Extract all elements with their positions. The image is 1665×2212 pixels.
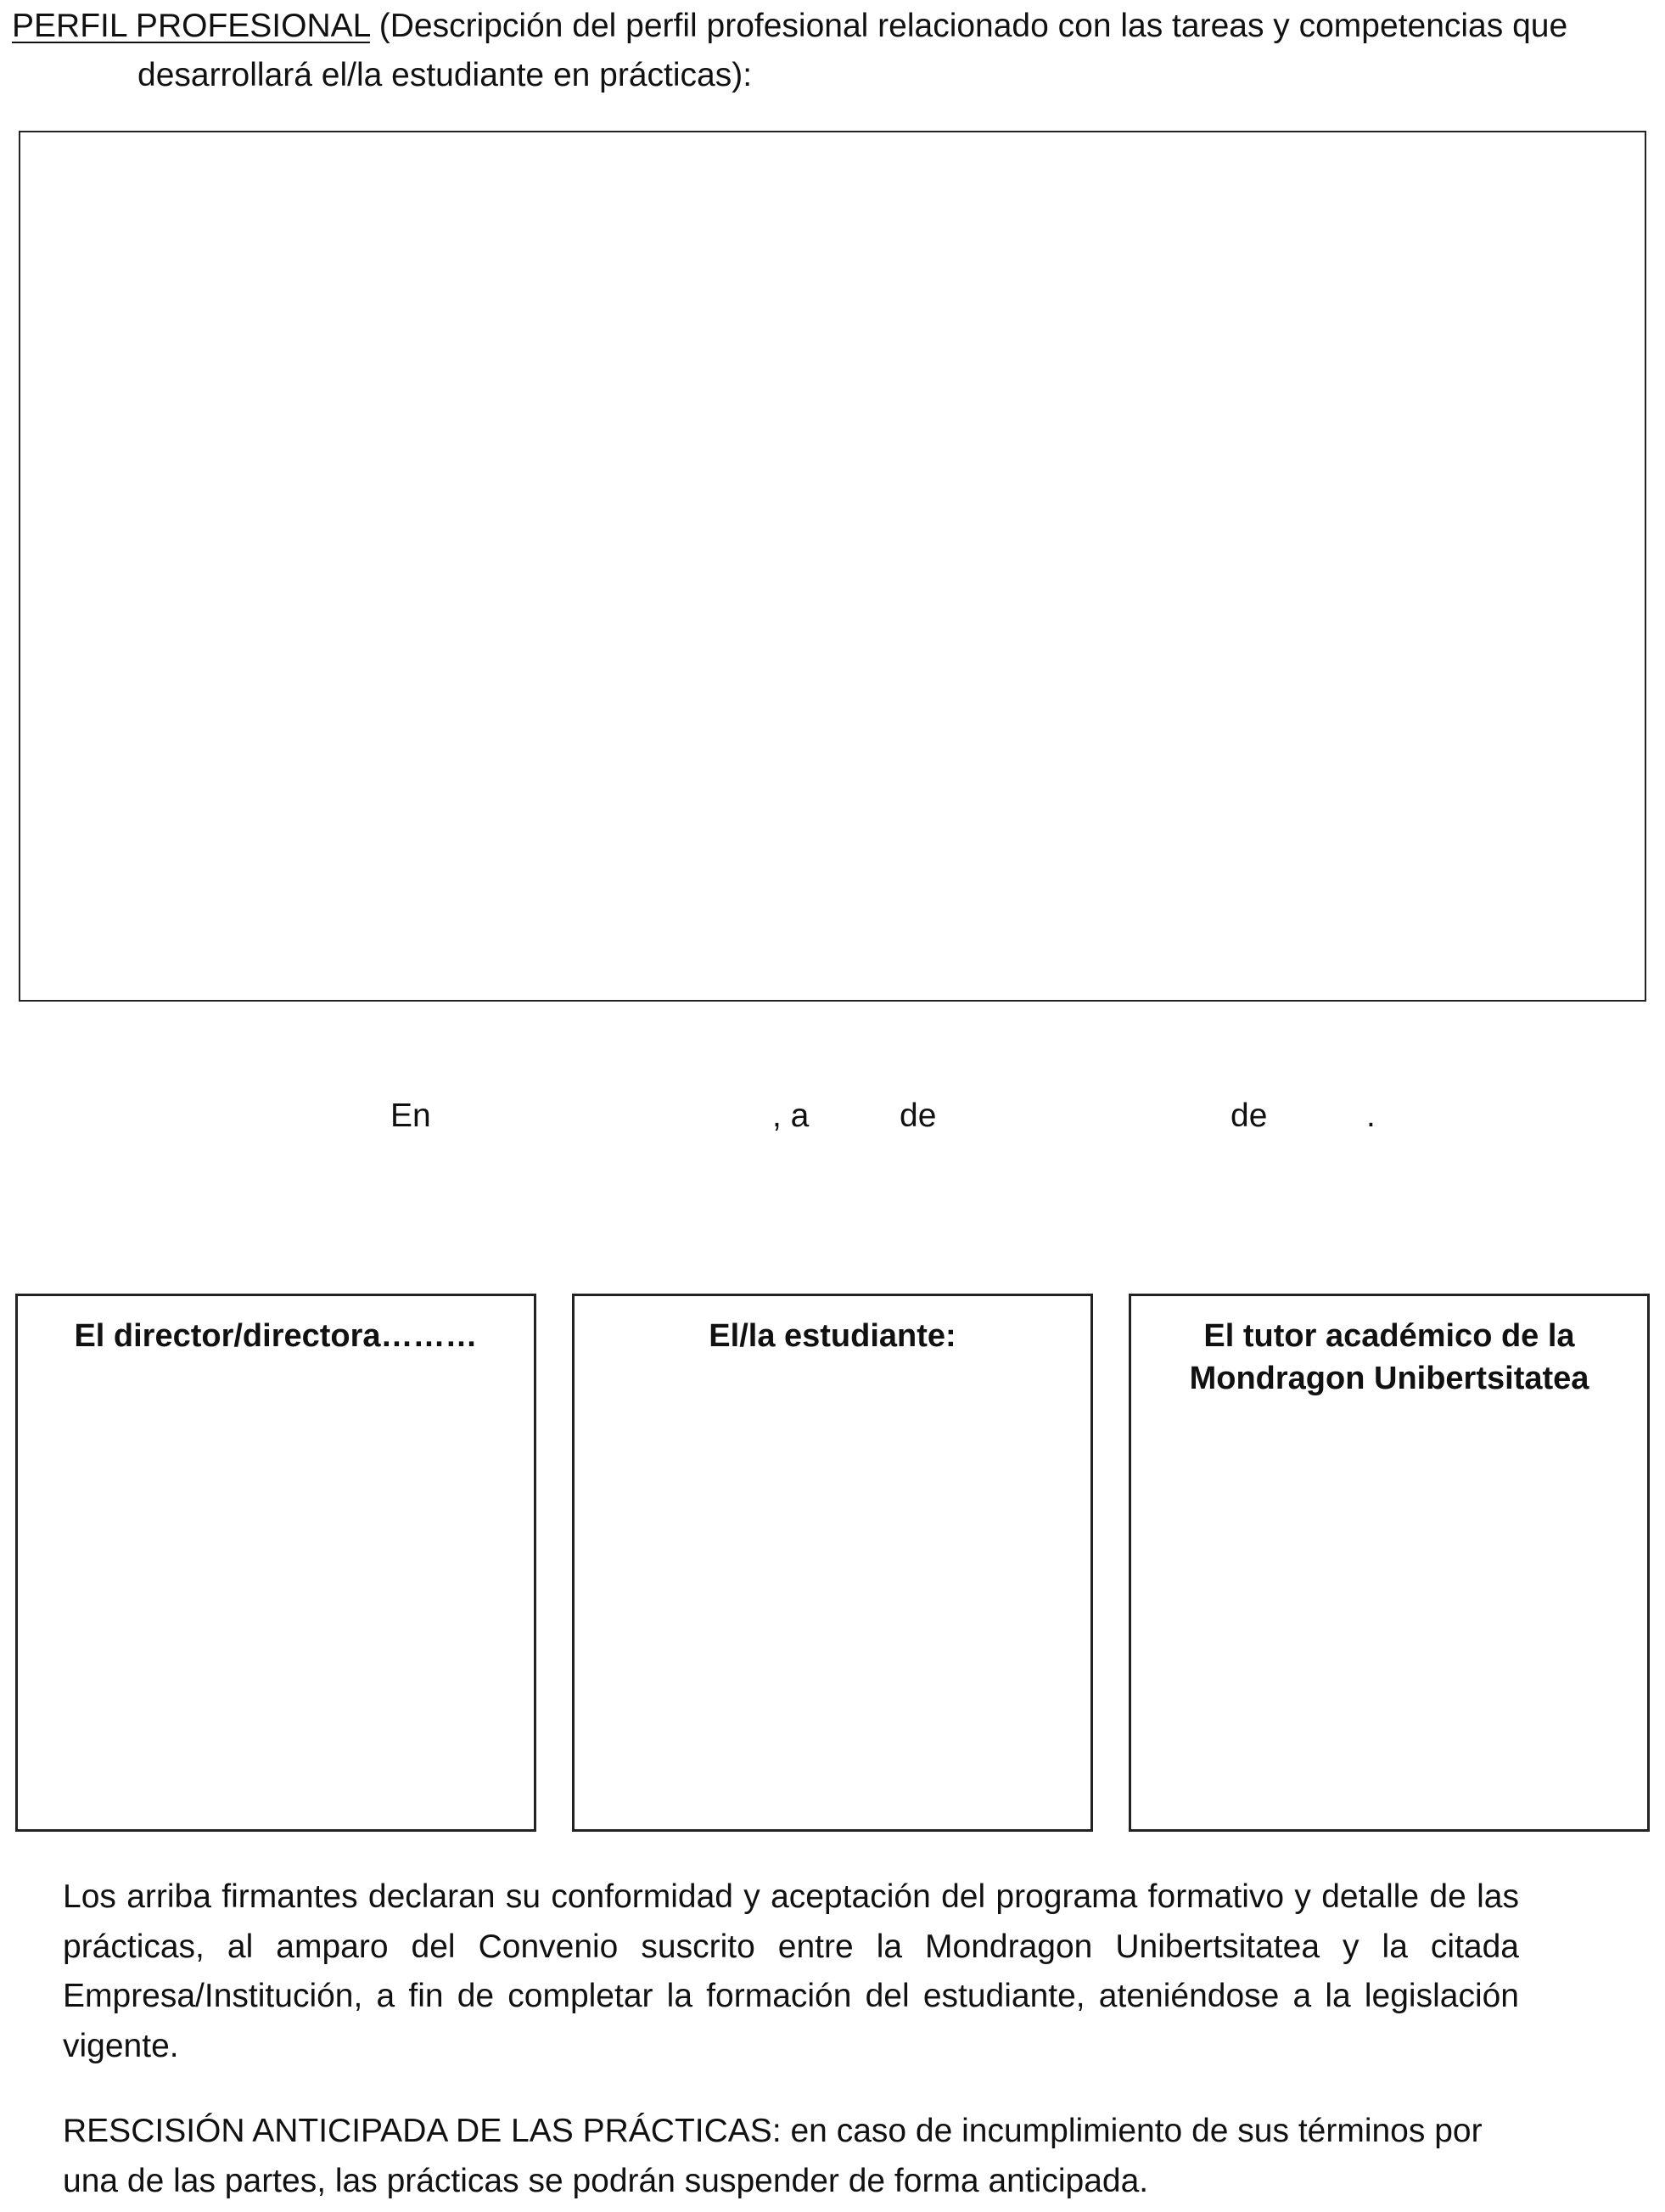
profile-description-line1: (Descripción del perfil profesional relacionado con las tareas y competencias que xyxy=(369,8,1568,44)
signature-box-academic-tutor[interactable] xyxy=(1129,1294,1650,1832)
signature-label-academic-tutor: El tutor académico de la Mondragon Unibertsitatea xyxy=(1189,1318,1589,1396)
date-line-period: . xyxy=(1366,1098,1376,1134)
signature-label-director: El director/directora……… xyxy=(74,1318,478,1354)
date-line-de-month: de xyxy=(1231,1098,1268,1134)
conformity-paragraph: Los arriba firmantes declaran su conformidad y aceptación del programa formativo y detalle de las prácticas, al amparo del Convenio suscrito entre la Mondragon Unibertsitatea y la citada Empresa/Institución, a fin de completar la formación del estudiante, ateniéndose a la legislación vigente. xyxy=(63,1878,1519,2064)
rescission-paragraph: RESCISIÓN ANTICIPADA DE LAS PRÁCTICAS: en caso de incumplimiento de sus términos por una de las partes, las prácticas se podrán suspender de forma anticipada. xyxy=(63,2113,1483,2199)
signature-box-student[interactable] xyxy=(572,1294,1093,1832)
signature-label-student: El/la estudiante: xyxy=(709,1318,956,1354)
signature-box-director[interactable] xyxy=(15,1294,536,1832)
profile-title: PERFIL PROFESIONAL xyxy=(12,8,370,44)
profile-heading xyxy=(12,2,1658,100)
profile-description-line2: desarrollará el/la estudiante en prácticas): xyxy=(137,57,753,93)
date-line-de-day: de xyxy=(900,1098,937,1134)
date-line-en: En xyxy=(390,1098,431,1134)
profile-description-field[interactable] xyxy=(19,131,1646,1002)
date-line-a: , a xyxy=(772,1098,810,1134)
